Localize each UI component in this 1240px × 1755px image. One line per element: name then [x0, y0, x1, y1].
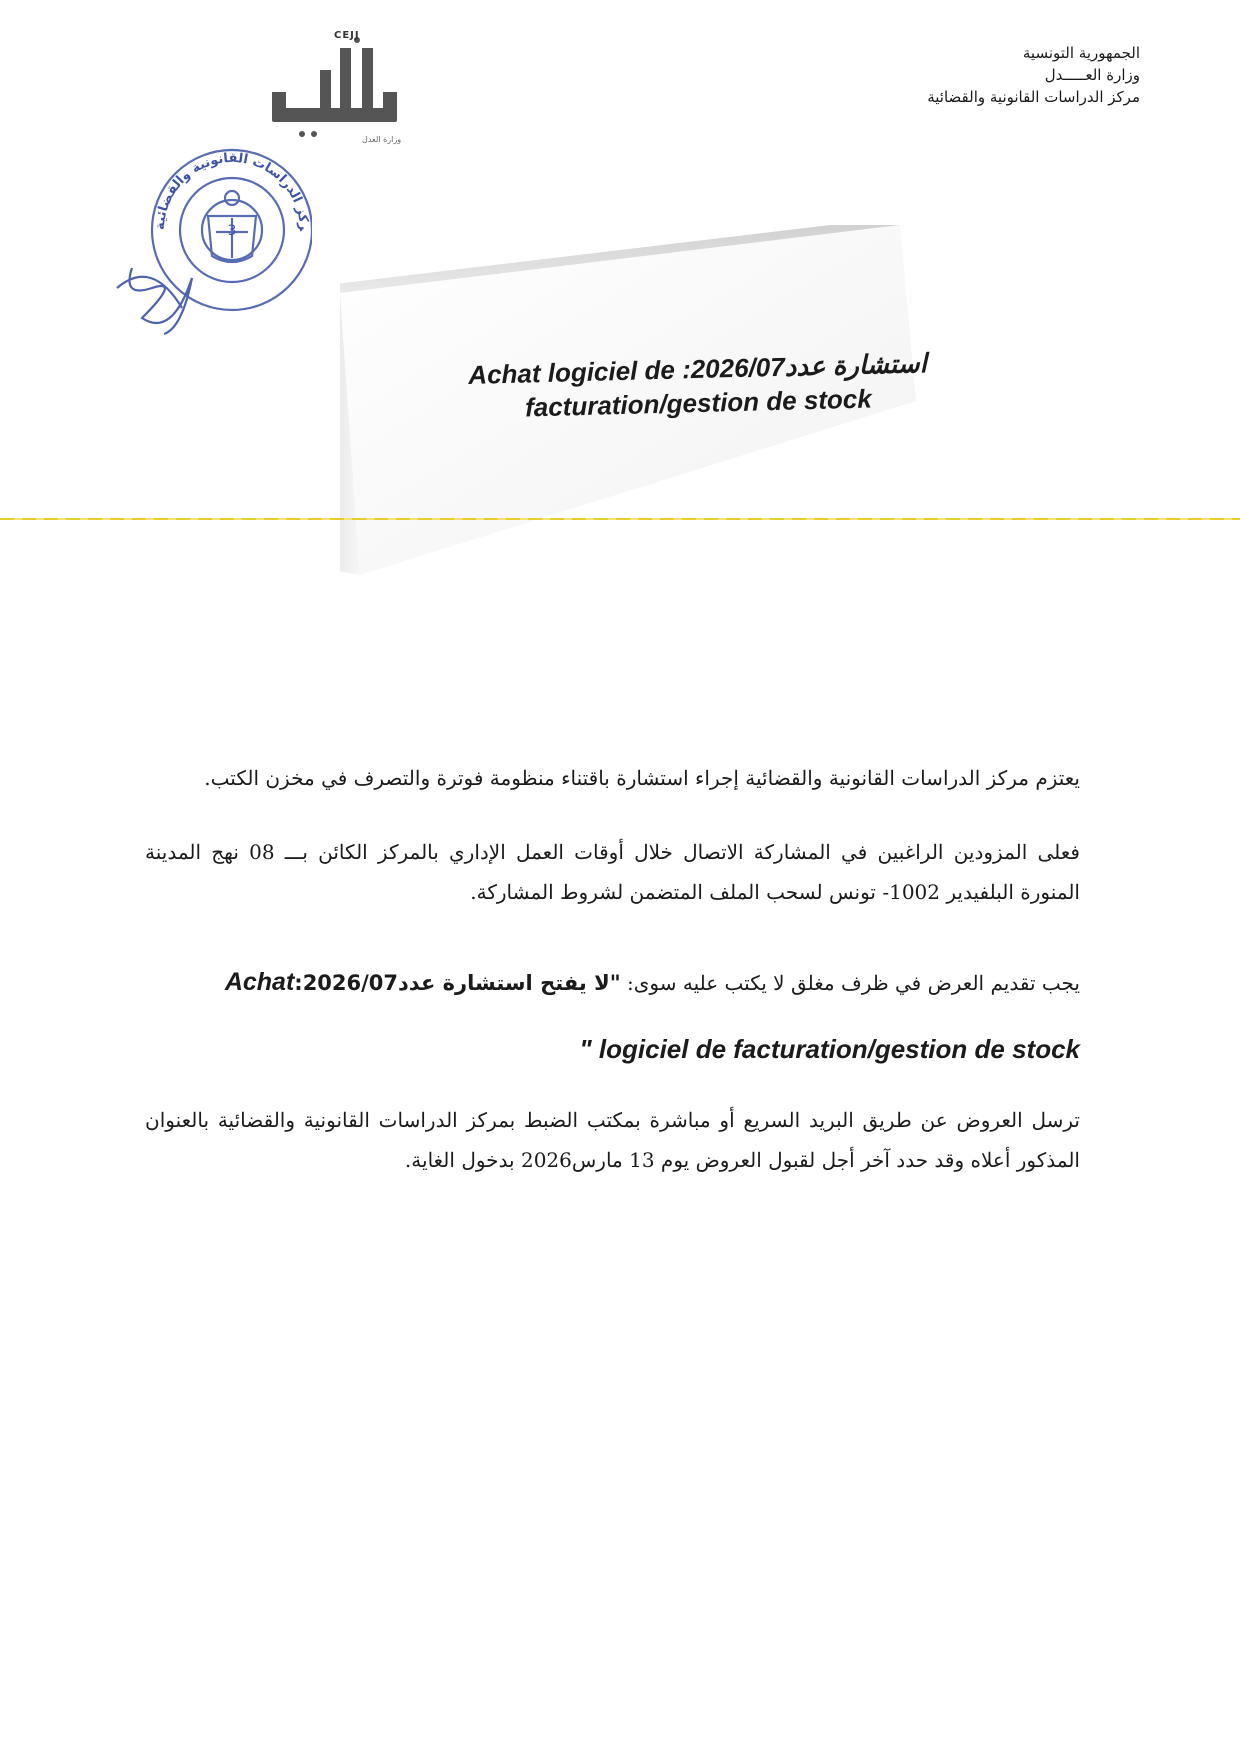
consultation-title-line2: facturation/gestion de stock — [524, 383, 873, 423]
svg-text:وزارة العدل: وزارة العدل — [362, 135, 402, 144]
consultation-title — [447, 345, 949, 426]
paragraph-envelope — [145, 962, 1080, 1003]
letterhead-center: مركز الدراسات القانونية والقضائية — [927, 88, 1140, 106]
envelope-quote-french: Achat — [217, 968, 295, 996]
envelope-quote-arabic: "لا يفتح استشارة عدد2026/07: — [294, 971, 621, 995]
letterhead-republic: الجمهورية التونسية — [1022, 44, 1140, 62]
official-seal — [112, 138, 312, 348]
logo-mark-icon — [262, 30, 432, 150]
paragraph-suppliers: فعلى المزودين الراغبين في المشاركة الاتصال خلال أوقات العمل الإداري بالمركز الكائن بـــ 08 نهج المدينة المنورة البلفيدير 1002- تونس لسحب الملف المتضمن لشروط المشاركة. — [145, 840, 1080, 904]
seal-stamp-icon — [112, 138, 312, 348]
consultation-title-line1: استشارة عدد2026/07: Achat logiciel de — [467, 348, 928, 391]
seal-outer-text: ركز الدراسات القانونية والقضائية — [152, 150, 312, 232]
envelope-quote-line2: " logiciel de facturation/gestion de stock — [579, 1034, 1080, 1064]
logo-caption: CEJJ — [334, 30, 360, 41]
letterhead-ministry: وزارة العـــــدل — [1044, 66, 1140, 84]
cejj-logo — [262, 30, 432, 150]
seal-inner-number: 3 — [227, 223, 237, 239]
paragraph-submission: ترسل العروض عن طريق البريد السريع أو مباشرة بمكتب الضبط بمركز الدراسات القانونية والقضائية بالعنوان المذكور أعلاه وقد حدد آخر أجل لقبول العروض يوم 13 مارس2026 بدخول الغاية. — [145, 1108, 1080, 1172]
paragraph-intent: يعتزم مركز الدراسات القانونية والقضائية إجراء استشارة باقتناء منظومة فوترة والتصرف في مخزن الكتب. — [204, 766, 1080, 790]
envelope-instruction: يجب تقديم العرض في ظرف مغلق لا يكتب عليه سوى: — [620, 971, 1080, 995]
letterhead — [927, 42, 1140, 108]
yellow-divider — [0, 518, 1240, 520]
